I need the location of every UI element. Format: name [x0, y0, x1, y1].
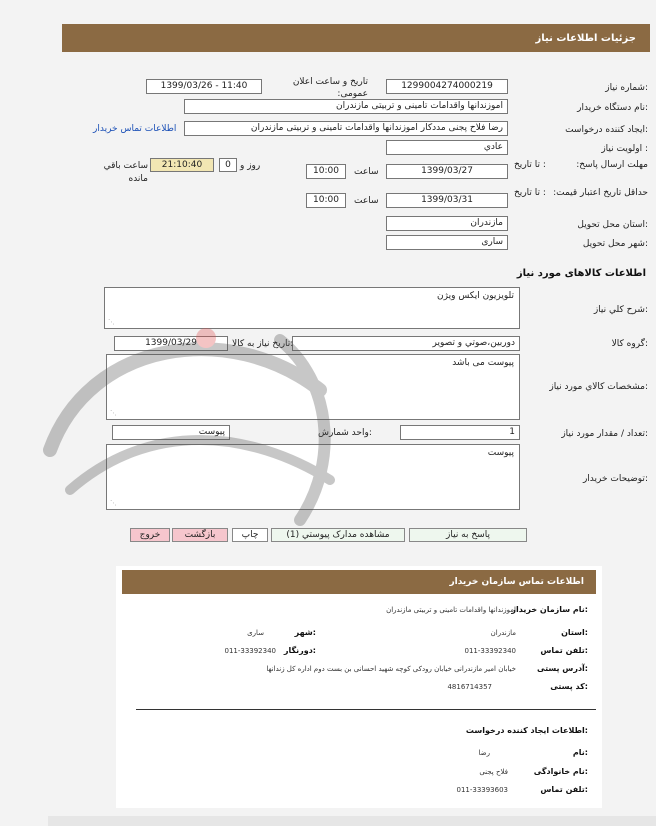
contact-province-label: استان: [561, 628, 588, 637]
summary-text: تلویزیون ایکس ویژن [437, 291, 514, 301]
need-date-field: 1399/03/29 [114, 336, 228, 351]
unit-label: واحد شمارش: [318, 428, 372, 438]
announce-label: تاریخ و ساعت اعلان عمومی: [292, 77, 368, 99]
contact-address-value: خیابان امیر مازندرانی خیابان رودکی کوچه شهید احسانی بن بست دوم اداره کل زندانها [266, 665, 516, 673]
contact-phone-value: 011-33392340 [464, 647, 516, 655]
quantity-field: 1 [400, 425, 520, 440]
buyer-notes-label: توضیحات خریدار: [582, 474, 648, 484]
print-button[interactable]: چاپ [232, 528, 268, 542]
contact-postal-value: 4816714357 [447, 683, 492, 691]
buyer-contact-link[interactable]: اطلاعات تماس خریدار [93, 124, 177, 134]
summary-label: شرح کلي نياز: [593, 305, 648, 315]
view-documents-button[interactable]: مشاهده مدارک پیوستي (1) [271, 528, 405, 542]
contact-fax-label: دورنگار: [283, 646, 316, 655]
buyer-org-field: اموزندانها واقدامات تامینی و تربیتی مازندران [184, 99, 508, 114]
province-label: استان محل تحویل: [577, 220, 648, 230]
specs-text: پیوست می باشد [452, 358, 514, 368]
reply-button[interactable]: پاسخ به نياز [409, 528, 527, 542]
creator-family-label: نام خانوادگی: [533, 767, 588, 776]
resize-grip-icon[interactable]: ⋰ [110, 409, 117, 417]
price-time-field: 10:00 [306, 193, 346, 208]
contact-province-value: مازندران [490, 629, 516, 637]
creator-section-title: اطلاعات ایجاد کننده درخواست: [465, 726, 588, 735]
contact-panel-title: اطلاعات تماس سازمان خریدار [449, 577, 584, 587]
priority-field: عادي [386, 140, 508, 155]
contact-org-label: نام سازمان خریدار: [511, 605, 588, 614]
need-number-label: شماره نیاز: [605, 83, 648, 93]
remaining-label: ساعت باقي مانده [103, 161, 148, 184]
contact-city-label: شهر: [294, 628, 316, 637]
summary-field [104, 287, 520, 329]
contact-fax-value: 011-33392340 [224, 647, 276, 655]
send-until-label: تا تاریخ : [514, 160, 546, 170]
contact-org-value: اموزندانها واقدامات تامینی و تربیتی مازندران [386, 606, 516, 614]
buyer-org-label: نام دستگاه خریدار: [577, 103, 648, 113]
bottom-strip [48, 816, 656, 826]
group-label: گروه کالا: [611, 339, 648, 349]
page-title: جزئیات اطلاعات نیاز [535, 33, 636, 44]
resize-grip-icon[interactable]: ⋰ [108, 318, 115, 326]
province-field: مازندران [386, 216, 508, 231]
contact-postal-label: کد پستی: [550, 682, 588, 691]
contact-address-label: آدرس پستی: [537, 664, 588, 673]
creator-family-value: فلاح پجنی [479, 768, 508, 776]
page-header [62, 24, 650, 52]
contact-phone-label: تلفن تماس: [540, 646, 588, 655]
contact-city-value: ساری [247, 629, 264, 637]
exit-button[interactable]: خروج [130, 528, 170, 542]
contact-panel-header [122, 570, 596, 594]
countdown-field: 21:10:40 [150, 158, 214, 172]
creator-name-label: نام: [572, 748, 588, 757]
send-time-label: ساعت [354, 167, 379, 177]
back-button[interactable]: بازگشت [172, 528, 228, 542]
price-time-label: ساعت [354, 196, 379, 206]
city-label: شهر محل تحویل: [582, 239, 648, 249]
resize-grip-icon[interactable]: ⋰ [110, 499, 117, 507]
price-date-field: 1399/03/31 [386, 193, 508, 208]
need-date-label: تاریخ نیاز به کالا: [232, 339, 294, 349]
price-validity-label: حداقل تاریخ اعتبار قیمت: [553, 188, 648, 198]
specs-field [106, 354, 520, 420]
announce-field: 1399/03/26 - 11:40 [146, 79, 262, 94]
days-remaining-field: 0 [219, 158, 237, 172]
priority-label: اولویت نیاز : [601, 144, 648, 154]
creator-phone-value: 011-33393603 [456, 786, 508, 794]
buyer-notes-text: پیوست [487, 448, 514, 458]
specs-label: مشخصات کالاي مورد نياز: [549, 382, 648, 392]
send-time-field: 10:00 [306, 164, 346, 179]
quantity-label: تعداد / مقدار مورد نیاز: [561, 429, 648, 439]
days-label: روز و [240, 161, 261, 171]
price-until-label: تا تاریخ : [514, 188, 546, 198]
send-date-field: 1399/03/27 [386, 164, 508, 179]
contact-divider [136, 709, 596, 710]
requester-label: ایجاد کننده درخواست: [565, 125, 648, 135]
requester-field: رضا فلاح پجنی مددکار اموزندانها واقدامات تامینی و تربیتی مازندران [184, 121, 508, 136]
creator-phone-label: تلفن تماس: [540, 785, 588, 794]
city-field: ساری [386, 235, 508, 250]
goods-section-title: اطلاعات کالاهای مورد نیاز [516, 268, 646, 279]
unit-field: پیوست [112, 425, 230, 440]
creator-name-value: رضا [478, 749, 490, 757]
buyer-notes-field [106, 444, 520, 510]
buyer-contact-panel [116, 566, 602, 808]
need-number-field: 1299004274000219 [386, 79, 508, 94]
send-deadline-label: مهلت ارسال پاسخ: [576, 160, 648, 170]
group-field: دوربين،صوتي و تصوير [292, 336, 520, 351]
